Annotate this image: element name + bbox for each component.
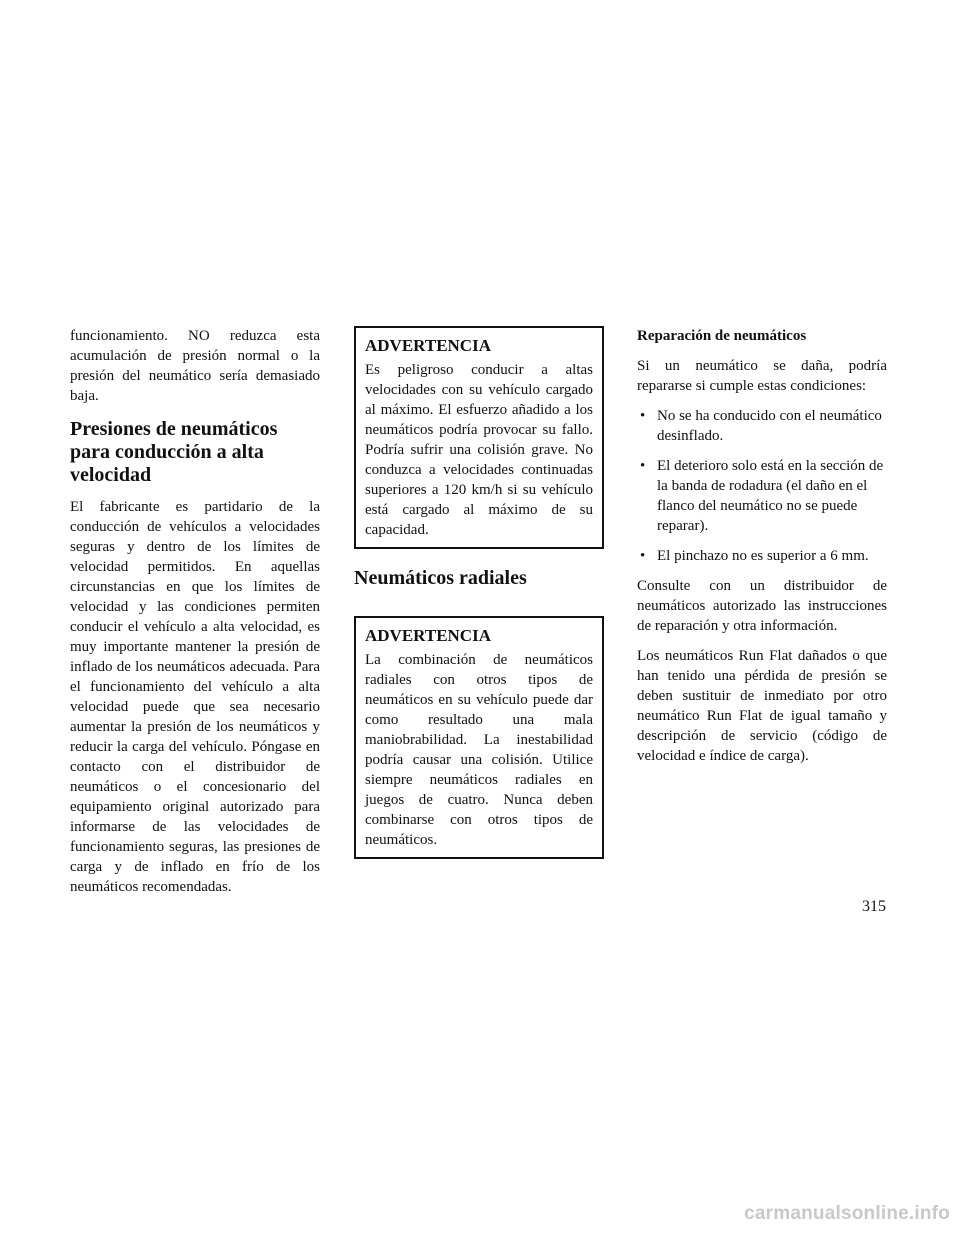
list-item: [637, 406, 887, 446]
list-item-text: No se ha conducido con el neumático desinflado.: [657, 408, 882, 444]
run-flat-paragraph: Los neumáticos Run Flat dañados o que han tenido una pérdida de presión se deben sustituir de inmediato por otro neumático Run Flat de igual tamaño y descripción de servicio (código de velocidad e índice de carga).: [637, 648, 887, 764]
warning-box-high-speed: [354, 326, 604, 549]
continuation-paragraph: funcionamiento. NO reduzca esta acumulación de presión normal o la presión del neumático sería demasiado baja.: [70, 328, 320, 404]
warning-text: La combinación de neumáticos radiales con otros tipos de neumáticos en su vehículo puede dar como resultado una mala maniobrabilidad. La inestabilidad podría causar una colisión. Utilice siempre neumáticos radiales en juegos de cuatro. Nunca deben combinarse con otros tipos de neumáticos.: [365, 652, 593, 848]
middle-column: [354, 326, 604, 859]
warning-text: Es peligroso conducir a altas velocidades con su vehículo cargado al máximo. El esfuerzo añadido a los neumáticos podría provocar su fallo. Podría sufrir una colisión grave. No conduzca a velocidades continuadas superiores a 120 km/h si su vehículo está cargado al máximo de su capacidad.: [365, 362, 593, 538]
watermark-text: carmanualsonline.info: [744, 1203, 950, 1224]
high-speed-paragraph: El fabricante es partidario de la conducción de vehículos a velocidades seguras y dentro de los límites de velocidad permitidos. En aquellas circunstancias en que los límites de velocidad y las condiciones permiten conducir el vehículo a alta velocidad, es muy importante mantener la presión de inflado de los neumáticos adecuada. Para el funcionamiento del vehículo a alta velocidad puede que sea necesario aumentar la presión de los neumáticos y reducir la carga del vehículo. Póngase en contacto con el distribuidor de neumáticos o el concesionario del equipamiento original autorizado para informarse de las velocidades de funcionamiento seguras, las presiones de carga y de inflado en frío de los neumáticos recomendadas.: [70, 499, 320, 895]
bullet-icon: •: [640, 548, 646, 564]
warning-title: ADVERTENCIA: [365, 626, 491, 645]
bullet-icon: •: [640, 408, 646, 424]
repair-conditions-list: [637, 406, 887, 566]
high-speed-heading: Presiones de neumáticos para conducción a alta velocidad: [70, 418, 278, 486]
left-column: [70, 326, 320, 897]
repair-intro-paragraph: Si un neumático se daña, podría repararse si cumple estas condiciones:: [637, 358, 887, 394]
tire-repair-subheading: Reparación de neumáticos: [637, 328, 807, 344]
list-item: [637, 546, 887, 566]
list-item-text: El deterioro solo está en la sección de la banda de rodadura (el daño en el flanco del neumático no se puede reparar).: [657, 458, 884, 534]
warning-title: ADVERTENCIA: [365, 336, 491, 355]
radial-tires-heading: Neumáticos radiales: [354, 567, 527, 589]
right-column: [637, 326, 887, 766]
list-item-text: El pinchazo no es superior a 6 mm.: [657, 548, 869, 564]
page-number: 315: [862, 898, 886, 915]
bullet-icon: •: [640, 458, 646, 474]
warning-box-radial: [354, 616, 604, 859]
consult-dealer-paragraph: Consulte con un distribuidor de neumáticos autorizado las instrucciones de reparación y otra información.: [637, 578, 887, 634]
list-item: [637, 456, 887, 536]
